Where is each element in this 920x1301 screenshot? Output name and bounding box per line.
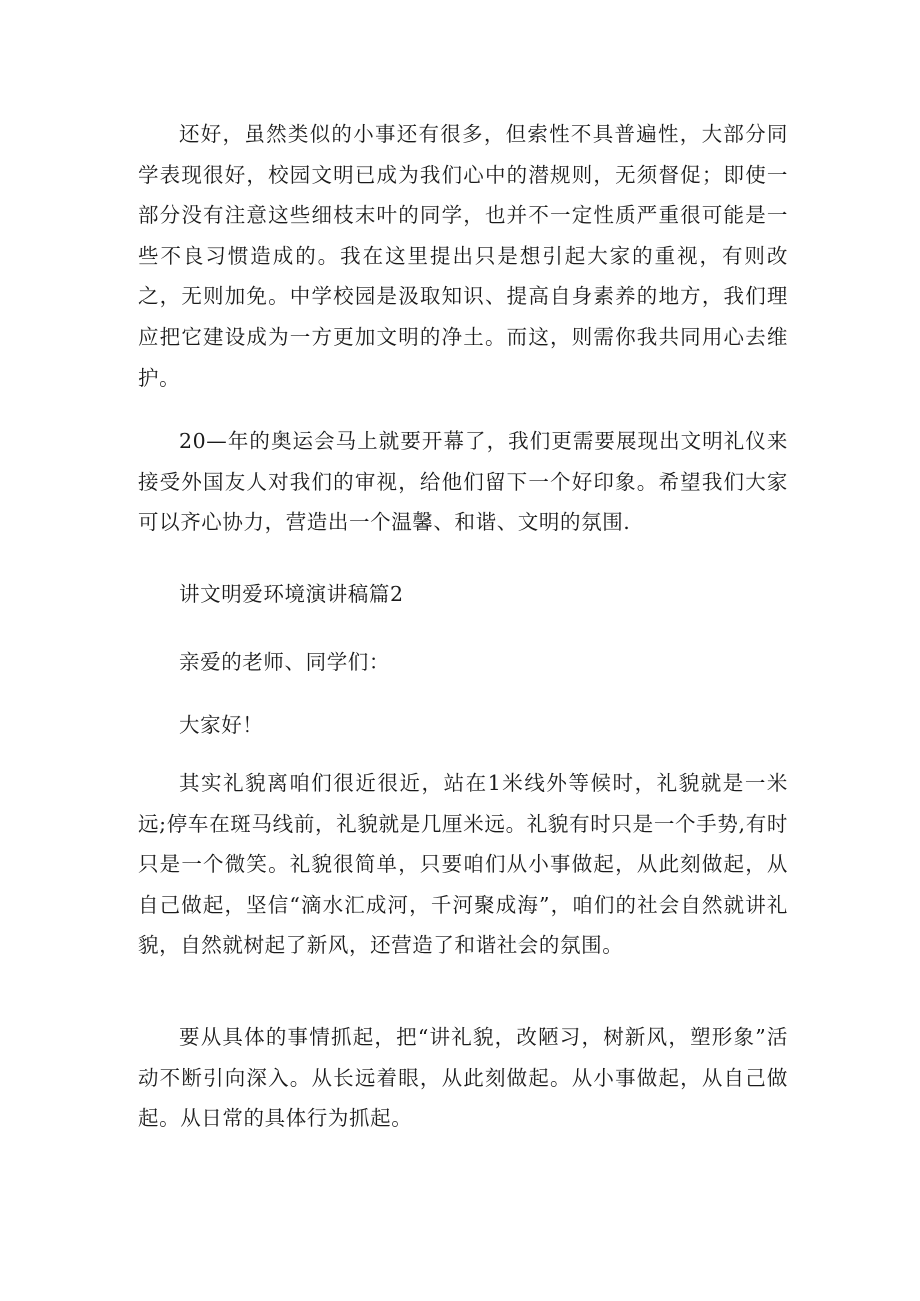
paragraph-civility-campus: 还好，虽然类似的小事还有很多，但索性不具普遍性，大部分同学表现很好，校园文明已成为我们心中的潜规则，无须督促；即使一部分没有注意这些细枝末叶的同学，也并不一定性质严重很可能是一些不良习惯造成的。我在这里提出只是想引起大家的重视，有则改之，无则加免。中学校园是汲取知识、提高自身素养的地方，我们理应把它建设成为一方更加文明的净土。而这，则需你我共同用心去维护。 (138, 122, 788, 390)
greeting: 大家好！ (179, 713, 264, 737)
paragraph-olympics: 20—年的奥运会马上就要开幕了，我们更需要展现出文明礼仪来接受外国友人对我们的审视，给他们留下一个好印象。希望我们大家可以齐心协力，营造出一个温馨、和谐、文明的氛围. (138, 429, 788, 535)
paragraph-politeness: 其实礼貌离咱们很近很近，站在1米线外等候时，礼貌就是一米远;停车在斑马线前，礼貌就是几厘米远。礼貌有时只是一个手势,有时只是一个微笑。礼貌很简单，只要咱们从小事做起，从此刻做起，从自己做起，坚信“滴水汇成河，千河聚成海”，咱们的社会自然就讲礼貌，自然就树起了新风，还营造了和谐社会的氛围。 (138, 771, 788, 958)
paragraph-action: 要从具体的事情抓起，把“讲礼貌，改陋习，树新风，塑形象”活动不断引向深入。从长远着眼，从此刻做起。从小事做起，从自己做起。从日常的具体行为抓起。 (138, 1025, 788, 1131)
salutation: 亲爱的老师、同学们： (179, 650, 390, 674)
section-heading: 讲文明爱环境演讲稿篇2 (179, 582, 404, 606)
